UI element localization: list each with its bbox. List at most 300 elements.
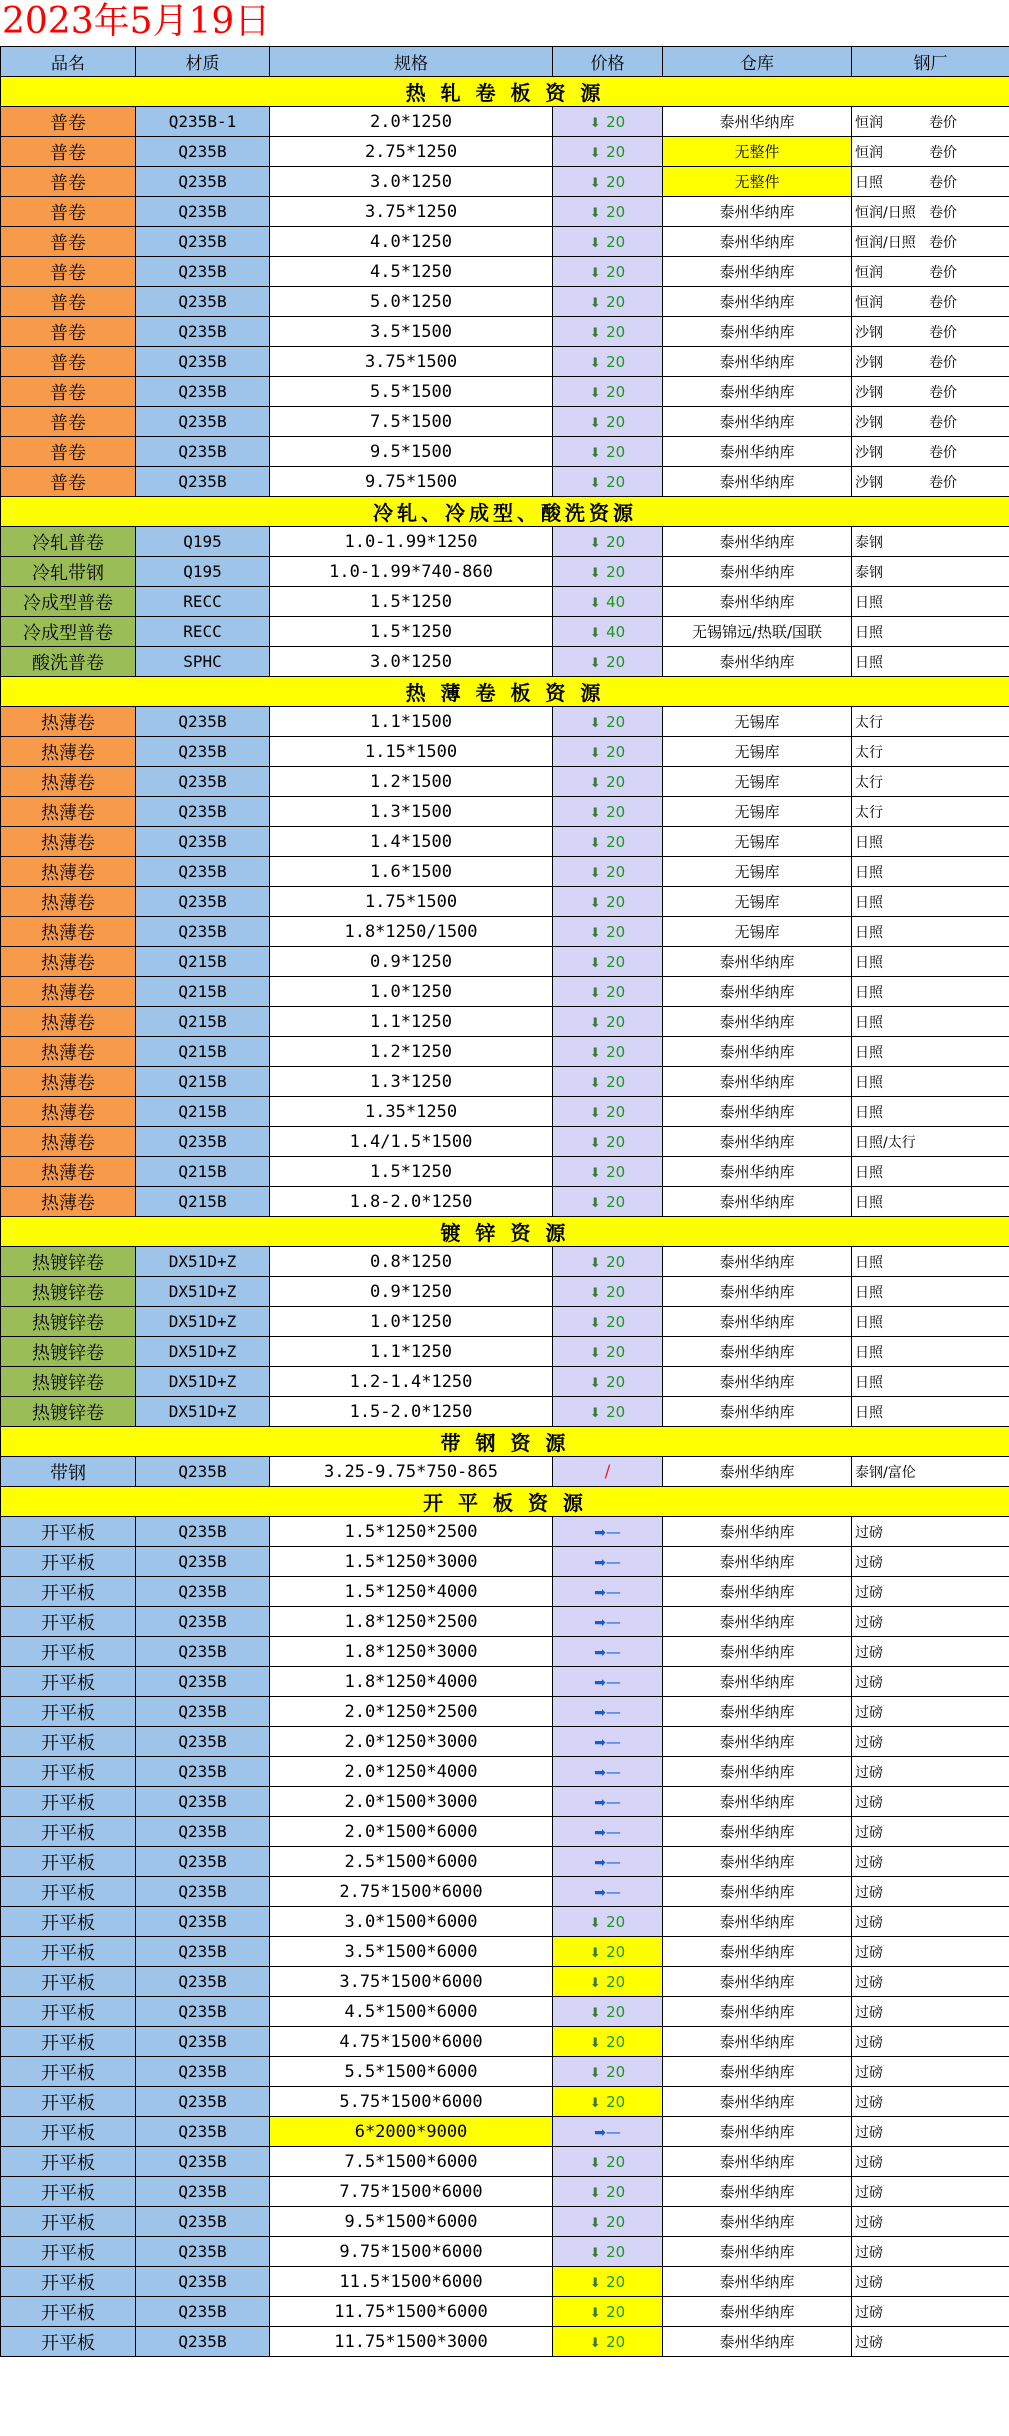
table-row [1, 1187, 1009, 1217]
spec-cell: 2.5*1500*6000 [270, 1847, 553, 1877]
price-basis: 卷价 [929, 264, 957, 281]
price-cell [553, 1037, 663, 1067]
warehouse-cell: 泰州华纳库 [663, 2177, 852, 2207]
section-header-row [1, 677, 1009, 707]
column-header: 仓库 [663, 47, 852, 77]
table-row [1, 1817, 1009, 1847]
spec-cell: 2.75*1250 [270, 137, 553, 167]
warehouse-cell: 泰州华纳库 [663, 1727, 852, 1757]
warehouse-cell: 泰州华纳库 [663, 1997, 852, 2027]
down-arrow-icon: ⬇ [589, 2335, 601, 2351]
mill-name: 过磅 [855, 2214, 883, 2231]
price-cell [553, 227, 663, 257]
section-header-row [1, 77, 1009, 107]
product-name-cell: 普卷 [1, 137, 136, 167]
table-row [1, 887, 1009, 917]
product-name-cell: 开平板 [1, 1997, 136, 2027]
mill-name: 日照 [855, 654, 883, 671]
section-header-row [1, 497, 1009, 527]
price-value: — [605, 1672, 621, 1691]
material-cell: Q235B [136, 707, 270, 737]
mill-name: 过磅 [855, 1944, 883, 1961]
warehouse-cell: 泰州华纳库 [663, 2267, 852, 2297]
mill-name: 太行 [855, 744, 883, 761]
warehouse-cell: 泰州华纳库 [663, 287, 852, 317]
price-value: — [605, 2122, 621, 2141]
product-name-cell: 开平板 [1, 1607, 136, 1637]
down-arrow-icon: ⬇ [589, 115, 601, 131]
price-cell [553, 2207, 663, 2237]
price-cell [553, 377, 663, 407]
material-cell: Q235B [136, 2057, 270, 2087]
warehouse-cell: 泰州华纳库 [663, 1877, 852, 1907]
mill-cell [852, 1247, 1009, 1277]
product-name-cell: 热薄卷 [1, 977, 136, 1007]
price-value: 20 [606, 1102, 626, 1121]
material-cell: Q235B [136, 1637, 270, 1667]
down-arrow-icon: ⬇ [589, 1135, 601, 1151]
product-name-cell: 开平板 [1, 1727, 136, 1757]
warehouse-cell: 无锡锦远/热联/国联 [663, 617, 852, 647]
price-value: 20 [606, 2212, 626, 2231]
mill-name: 过磅 [855, 1554, 883, 1571]
spec-cell: 1.6*1500 [270, 857, 553, 887]
price-cell [553, 2087, 663, 2117]
price-cell [553, 737, 663, 767]
mill-cell [852, 107, 1009, 137]
price-basis: 卷价 [929, 144, 957, 161]
warehouse-cell: 泰州华纳库 [663, 1007, 852, 1037]
material-cell: Q235B [136, 887, 270, 917]
material-cell: Q215B [136, 977, 270, 1007]
warehouse-cell: 泰州华纳库 [663, 1907, 852, 1937]
table-row [1, 1517, 1009, 1547]
spec-cell: 1.1*1500 [270, 707, 553, 737]
material-cell: RECC [136, 587, 270, 617]
spec-cell: 6*2000*9000 [270, 2117, 553, 2147]
material-cell: Q235B [136, 857, 270, 887]
table-row [1, 587, 1009, 617]
mill-cell [852, 1037, 1009, 1067]
spec-cell: 1.75*1500 [270, 887, 553, 917]
price-cell [553, 1607, 663, 1637]
mill-cell [852, 617, 1009, 647]
down-arrow-icon: ⬇ [589, 625, 601, 641]
table-row [1, 1877, 1009, 1907]
table-row [1, 857, 1009, 887]
warehouse-cell: 泰州华纳库 [663, 1817, 852, 1847]
right-arrow-icon: ➡ [594, 1704, 606, 1721]
down-arrow-icon: ⬇ [589, 835, 601, 851]
price-value: 20 [606, 832, 626, 851]
price-value: 20 [606, 1192, 626, 1211]
down-arrow-icon: ⬇ [589, 1975, 601, 1991]
price-value: 20 [606, 2152, 626, 2171]
price-cell [553, 347, 663, 377]
material-cell: Q235B [136, 1607, 270, 1637]
price-value: 20 [606, 1252, 626, 1271]
down-arrow-icon: ⬇ [589, 985, 601, 1001]
price-value: 20 [606, 802, 626, 821]
warehouse-cell: 泰州华纳库 [663, 1757, 852, 1787]
price-cell [553, 707, 663, 737]
price-value: 20 [606, 2302, 626, 2321]
mill-name: 日照 [855, 1074, 883, 1091]
mill-name: 沙钢 [855, 384, 883, 401]
table-row [1, 1787, 1009, 1817]
mill-name: 过磅 [855, 2094, 883, 2111]
table-row [1, 1997, 1009, 2027]
warehouse-cell: 泰州华纳库 [663, 1307, 852, 1337]
mill-name: 日照 [855, 924, 883, 941]
mill-name: 太行 [855, 804, 883, 821]
table-row [1, 347, 1009, 377]
spec-cell: 2.0*1250*3000 [270, 1727, 553, 1757]
mill-name: 日照 [855, 1044, 883, 1061]
material-cell: Q235B [136, 467, 270, 497]
product-name-cell: 开平板 [1, 2267, 136, 2297]
warehouse-cell: 无锡库 [663, 827, 852, 857]
mill-name: 恒润/日照 [855, 204, 916, 221]
price-cell [553, 1667, 663, 1697]
price-value: 20 [606, 142, 626, 161]
mill-cell [852, 1967, 1009, 1997]
column-header: 规格 [270, 47, 553, 77]
spec-cell: 1.2*1250 [270, 1037, 553, 1067]
warehouse-cell: 泰州华纳库 [663, 257, 852, 287]
table-row [1, 1847, 1009, 1877]
material-cell: Q235B [136, 197, 270, 227]
table-row [1, 947, 1009, 977]
mill-name: 沙钢 [855, 324, 883, 341]
spec-cell: 1.8*1250*4000 [270, 1667, 553, 1697]
price-value: 20 [606, 712, 626, 731]
down-arrow-icon: ⬇ [589, 415, 601, 431]
price-value: 20 [606, 1072, 626, 1091]
material-cell: Q195 [136, 557, 270, 587]
mill-cell [852, 227, 1009, 257]
table-row [1, 827, 1009, 857]
mill-cell [852, 467, 1009, 497]
material-cell: Q235B [136, 1997, 270, 2027]
spec-cell: 1.8*1250*3000 [270, 1637, 553, 1667]
down-arrow-icon: ⬇ [589, 1315, 601, 1331]
mill-name: 沙钢 [855, 354, 883, 371]
product-name-cell: 普卷 [1, 167, 136, 197]
down-arrow-icon: ⬇ [589, 775, 601, 791]
material-cell: Q235B [136, 797, 270, 827]
table-row [1, 1727, 1009, 1757]
price-cell [553, 1757, 663, 1787]
price-value: 20 [606, 892, 626, 911]
mill-name: 过磅 [855, 2124, 883, 2141]
mill-name: 日照 [855, 984, 883, 1001]
price-value: — [605, 1852, 621, 1871]
warehouse-cell: 无锡库 [663, 737, 852, 767]
product-name-cell: 冷成型普卷 [1, 587, 136, 617]
mill-name: 日照 [855, 1104, 883, 1121]
down-arrow-icon: ⬇ [589, 235, 601, 251]
spec-cell: 1.1*1250 [270, 1007, 553, 1037]
material-cell: RECC [136, 617, 270, 647]
product-name-cell: 酸洗普卷 [1, 647, 136, 677]
section-title: 镀 锌 资 源 [1, 1217, 1009, 1247]
material-cell: Q235B [136, 2027, 270, 2057]
right-arrow-icon: ➡ [594, 1524, 606, 1541]
mill-name: 过磅 [855, 2184, 883, 2201]
warehouse-cell: 泰州华纳库 [663, 1037, 852, 1067]
section-title: 带 钢 资 源 [1, 1427, 1009, 1457]
spec-cell: 1.8*1250*2500 [270, 1607, 553, 1637]
price-cell [553, 1907, 663, 1937]
header-row [1, 47, 1009, 77]
price-value: 40 [606, 622, 626, 641]
right-arrow-icon: ➡ [594, 1824, 606, 1841]
down-arrow-icon: ⬇ [589, 955, 601, 971]
material-cell: Q235B [136, 1877, 270, 1907]
price-value: 20 [606, 2062, 626, 2081]
table-row [1, 1577, 1009, 1607]
table-row [1, 317, 1009, 347]
mill-cell [852, 2087, 1009, 2117]
spec-cell: 11.75*1500*3000 [270, 2327, 553, 2357]
table-row [1, 287, 1009, 317]
warehouse-cell: 泰州华纳库 [663, 1187, 852, 1217]
price-value: 20 [606, 652, 626, 671]
price-value: — [605, 1702, 621, 1721]
material-cell: Q235B [136, 2117, 270, 2147]
price-cell [553, 1967, 663, 1997]
material-cell: Q235B [136, 2297, 270, 2327]
warehouse-cell: 泰州华纳库 [663, 1097, 852, 1127]
price-cell [553, 317, 663, 347]
warehouse-cell: 泰州华纳库 [663, 587, 852, 617]
price-cell [553, 2177, 663, 2207]
mill-cell [852, 1697, 1009, 1727]
price-cell [553, 1787, 663, 1817]
mill-cell [852, 1367, 1009, 1397]
mill-name: 日照 [855, 1344, 883, 1361]
product-name-cell: 开平板 [1, 1907, 136, 1937]
right-arrow-icon: ➡ [594, 1644, 606, 1661]
warehouse-cell: 泰州华纳库 [663, 1847, 852, 1877]
spec-cell: 2.0*1500*3000 [270, 1787, 553, 1817]
mill-cell [852, 1877, 1009, 1907]
warehouse-cell: 泰州华纳库 [663, 947, 852, 977]
product-name-cell: 热镀锌卷 [1, 1247, 136, 1277]
price-value: 20 [606, 262, 626, 281]
table-row [1, 2117, 1009, 2147]
down-arrow-icon: ⬇ [589, 895, 601, 911]
price-value: 20 [606, 1972, 626, 1991]
down-arrow-icon: ⬇ [589, 2185, 601, 2201]
right-arrow-icon: ➡ [594, 1584, 606, 1601]
right-arrow-icon: ➡ [594, 1794, 606, 1811]
mill-cell [852, 197, 1009, 227]
price-value: 20 [606, 1282, 626, 1301]
mill-name: 过磅 [855, 1854, 883, 1871]
mill-name: 过磅 [855, 2004, 883, 2021]
product-name-cell: 开平板 [1, 1757, 136, 1787]
mill-cell [852, 1517, 1009, 1547]
price-value: 20 [606, 472, 626, 491]
spec-cell: 1.2-1.4*1250 [270, 1367, 553, 1397]
mill-name: 过磅 [855, 1914, 883, 1931]
spec-cell: 1.2*1500 [270, 767, 553, 797]
price-cell [553, 917, 663, 947]
warehouse-cell: 泰州华纳库 [663, 527, 852, 557]
spec-cell: 4.5*1500*6000 [270, 1997, 553, 2027]
price-value: 20 [606, 2092, 626, 2111]
warehouse-cell: 泰州华纳库 [663, 1577, 852, 1607]
down-arrow-icon: ⬇ [589, 565, 601, 581]
product-name-cell: 冷轧普卷 [1, 527, 136, 557]
table-row [1, 467, 1009, 497]
product-name-cell: 热镀锌卷 [1, 1337, 136, 1367]
product-name-cell: 热薄卷 [1, 767, 136, 797]
material-cell: Q235B [136, 767, 270, 797]
down-arrow-icon: ⬇ [589, 2155, 601, 2171]
spec-cell: 7.5*1500 [270, 407, 553, 437]
spec-cell: 3.0*1250 [270, 647, 553, 677]
down-arrow-icon: ⬇ [589, 1255, 601, 1271]
mill-name: 日照 [855, 1014, 883, 1031]
table-row [1, 1907, 1009, 1937]
product-name-cell: 普卷 [1, 377, 136, 407]
mill-cell [852, 1637, 1009, 1667]
mill-cell [852, 797, 1009, 827]
material-cell: Q235B [136, 1517, 270, 1547]
spec-cell: 1.5*1250*2500 [270, 1517, 553, 1547]
warehouse-cell: 泰州华纳库 [663, 2327, 852, 2357]
price-value: 20 [606, 382, 626, 401]
spec-cell: 2.0*1250 [270, 107, 553, 137]
material-cell: Q235B [136, 347, 270, 377]
price-value: 20 [606, 2272, 626, 2291]
mill-name: 过磅 [855, 1644, 883, 1661]
table-row [1, 527, 1009, 557]
spec-cell: 1.0*1250 [270, 1307, 553, 1337]
price-basis: 卷价 [929, 234, 957, 251]
spec-cell: 1.0*1250 [270, 977, 553, 1007]
product-name-cell: 开平板 [1, 1667, 136, 1697]
product-name-cell: 开平板 [1, 2207, 136, 2237]
price-value: 20 [606, 2332, 626, 2351]
spec-cell: 4.0*1250 [270, 227, 553, 257]
mill-name: 过磅 [855, 1524, 883, 1541]
warehouse-cell: 泰州华纳库 [663, 647, 852, 677]
price-value: 20 [606, 2242, 626, 2261]
product-name-cell: 开平板 [1, 2147, 136, 2177]
product-name-cell: 热薄卷 [1, 707, 136, 737]
product-name-cell: 普卷 [1, 407, 136, 437]
mill-name: 过磅 [855, 2274, 883, 2291]
table-row [1, 647, 1009, 677]
product-name-cell: 开平板 [1, 1817, 136, 1847]
price-cell [553, 1997, 663, 2027]
mill-name: 日照 [855, 1254, 883, 1271]
price-value: 20 [606, 952, 626, 971]
price-value: 20 [606, 1342, 626, 1361]
down-arrow-icon: ⬇ [589, 2035, 601, 2051]
product-name-cell: 开平板 [1, 2237, 136, 2267]
price-cell [553, 1187, 663, 1217]
table-row [1, 2147, 1009, 2177]
warehouse-cell: 无整件 [663, 167, 852, 197]
mill-cell [852, 2117, 1009, 2147]
spec-cell: 1.5-2.0*1250 [270, 1397, 553, 1427]
table-row [1, 2237, 1009, 2267]
table-row [1, 257, 1009, 287]
material-cell: Q235B [136, 2267, 270, 2297]
price-cell [553, 2117, 663, 2147]
table-row [1, 2267, 1009, 2297]
product-name-cell: 开平板 [1, 1967, 136, 1997]
mill-name: 日照 [855, 1194, 883, 1211]
mill-cell [852, 2027, 1009, 2057]
table-row [1, 767, 1009, 797]
spec-cell: 3.75*1500 [270, 347, 553, 377]
right-arrow-icon: ➡ [594, 1884, 606, 1901]
price-cell [553, 1367, 663, 1397]
mill-cell [852, 287, 1009, 317]
price-cell [553, 1157, 663, 1187]
mill-cell [852, 1757, 1009, 1787]
product-name-cell: 热薄卷 [1, 917, 136, 947]
material-cell: Q235B [136, 737, 270, 767]
material-cell: Q235B-1 [136, 107, 270, 137]
product-name-cell: 热薄卷 [1, 947, 136, 977]
down-arrow-icon: ⬇ [589, 655, 601, 671]
table-row [1, 1607, 1009, 1637]
spec-cell: 5.0*1250 [270, 287, 553, 317]
price-basis: 卷价 [929, 474, 957, 491]
material-cell: DX51D+Z [136, 1247, 270, 1277]
product-name-cell: 开平板 [1, 2297, 136, 2327]
material-cell: Q215B [136, 1157, 270, 1187]
table-row [1, 1247, 1009, 1277]
spec-cell: 1.8*1250/1500 [270, 917, 553, 947]
table-row [1, 2087, 1009, 2117]
down-arrow-icon: ⬇ [589, 1045, 601, 1061]
spec-cell: 1.3*1500 [270, 797, 553, 827]
mill-cell [852, 1607, 1009, 1637]
mill-name: 太行 [855, 774, 883, 791]
mill-name: 过磅 [855, 1974, 883, 1991]
table-row [1, 1757, 1009, 1787]
product-name-cell: 开平板 [1, 1877, 136, 1907]
table-row [1, 1697, 1009, 1727]
price-basis: 卷价 [929, 114, 957, 131]
section-header-row [1, 1217, 1009, 1247]
mill-cell [852, 257, 1009, 287]
table-row [1, 1157, 1009, 1187]
mill-cell [852, 2297, 1009, 2327]
spec-cell: 1.5*1250 [270, 617, 553, 647]
down-arrow-icon: ⬇ [589, 2095, 601, 2111]
mill-name: 过磅 [855, 1794, 883, 1811]
warehouse-cell: 泰州华纳库 [663, 437, 852, 467]
spec-cell: 1.0-1.99*1250 [270, 527, 553, 557]
spec-cell: 3.5*1500 [270, 317, 553, 347]
material-cell: Q235B [136, 827, 270, 857]
warehouse-cell: 泰州华纳库 [663, 1667, 852, 1697]
product-name-cell: 普卷 [1, 317, 136, 347]
material-cell: Q235B [136, 1727, 270, 1757]
product-name-cell: 冷轧带钢 [1, 557, 136, 587]
down-arrow-icon: ⬇ [589, 1915, 601, 1931]
down-arrow-icon: ⬇ [589, 205, 601, 221]
